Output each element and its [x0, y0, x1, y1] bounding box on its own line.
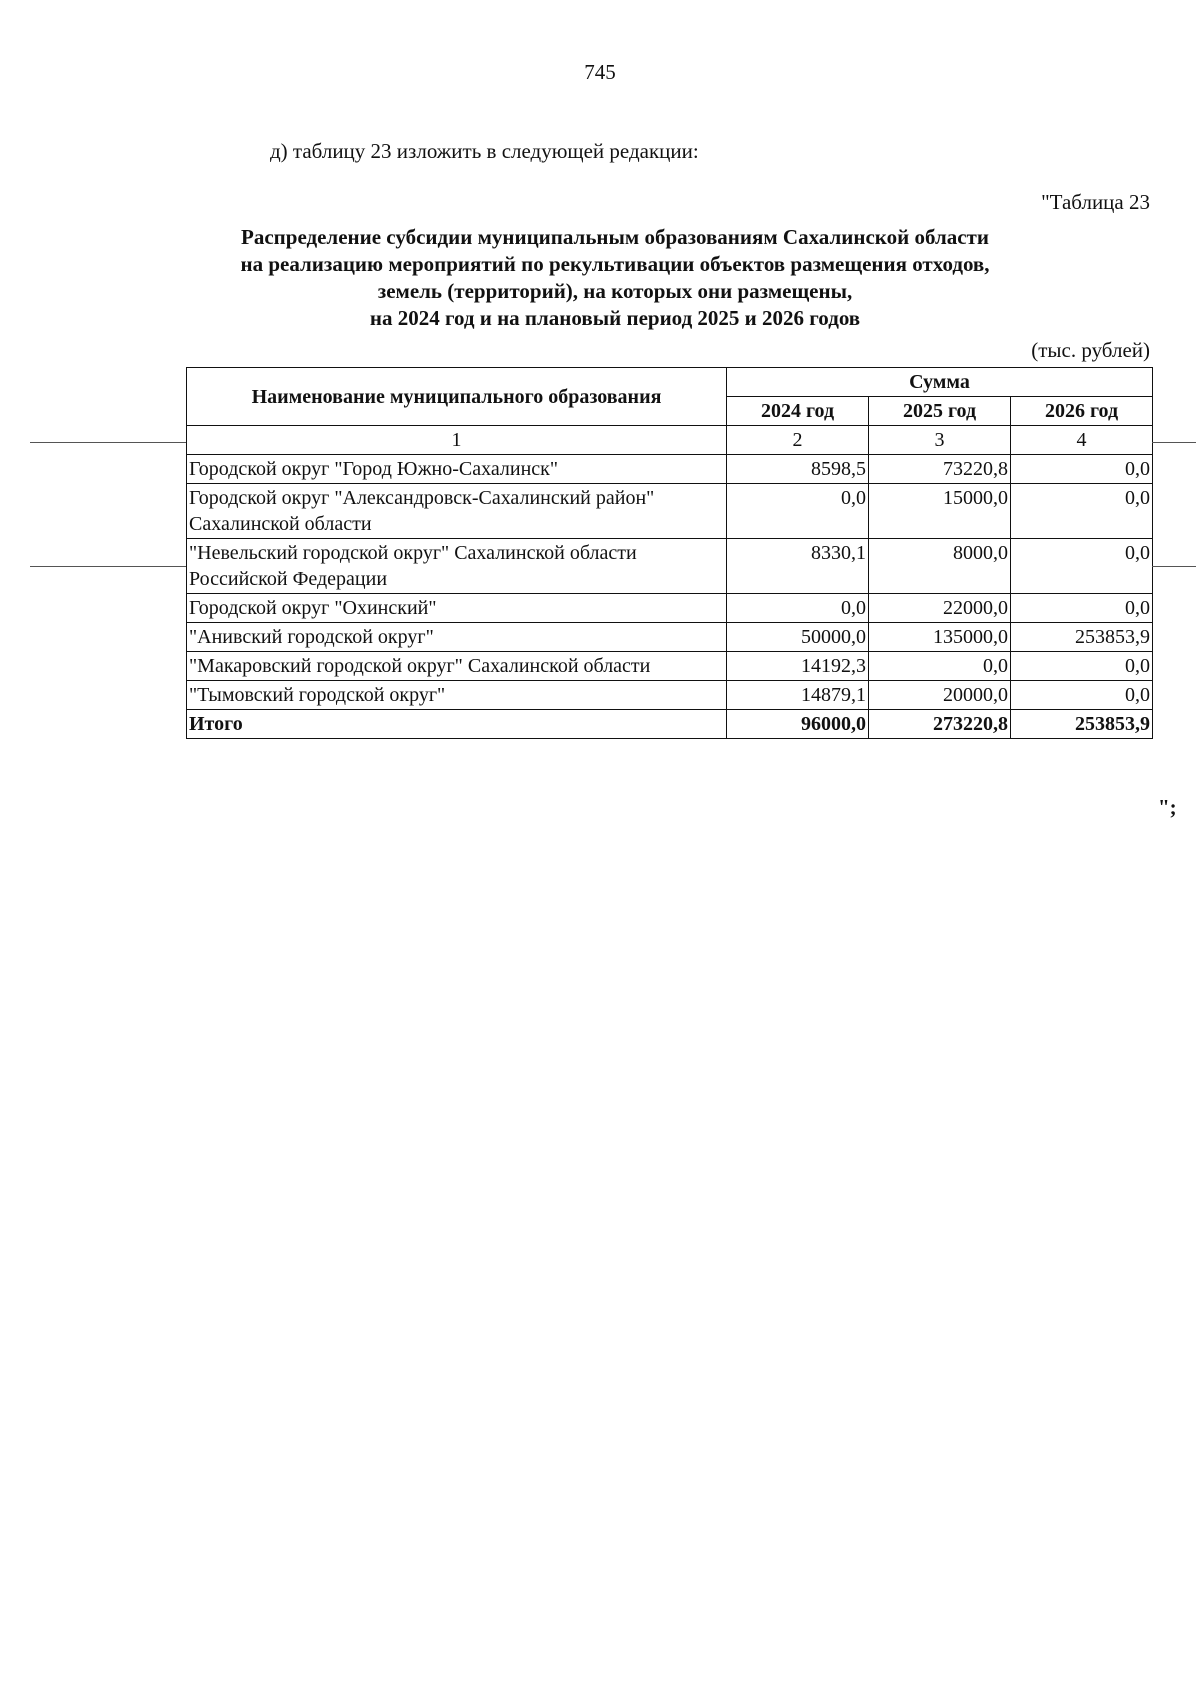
column-number-4: 4	[1011, 426, 1153, 455]
row-value-2024: 50000,0	[727, 623, 869, 652]
total-2024: 96000,0	[727, 710, 869, 739]
header-name: Наименование муниципального образования	[187, 368, 727, 426]
row-value-2026: 253853,9	[1011, 623, 1153, 652]
row-name: Городской округ "Александровск-Сахалинский район" Сахалинской области	[187, 484, 727, 539]
table-reference: "Таблица 23	[1041, 190, 1150, 214]
unit-note: (тыс. рублей)	[1031, 338, 1150, 362]
scan-artifact-line	[30, 442, 186, 443]
row-value-2024: 14879,1	[727, 681, 869, 710]
intro-text: д) таблицу 23 изложить в следующей редакции:	[270, 139, 699, 163]
table-title	[150, 224, 1080, 332]
row-name: Городской округ "Город Южно-Сахалинск"	[187, 455, 727, 484]
scan-artifact-line	[1152, 566, 1196, 567]
column-number-2: 2	[727, 426, 869, 455]
total-label: Итого	[187, 710, 727, 739]
row-value-2026: 0,0	[1011, 681, 1153, 710]
table-row	[187, 455, 1153, 484]
table-row	[187, 594, 1153, 623]
table-row	[187, 623, 1153, 652]
row-value-2026: 0,0	[1011, 652, 1153, 681]
row-name: Городской округ "Охинский"	[187, 594, 727, 623]
header-year-2026: 2026 год	[1011, 397, 1153, 426]
page-number: 745	[584, 60, 616, 84]
table-row	[187, 539, 1153, 594]
header-row-1	[187, 368, 1153, 397]
row-value-2024: 0,0	[727, 594, 869, 623]
row-value-2024: 0,0	[727, 484, 869, 539]
table-row	[187, 652, 1153, 681]
row-value-2026: 0,0	[1011, 539, 1153, 594]
total-2025: 273220,8	[869, 710, 1011, 739]
header-year-2025: 2025 год	[869, 397, 1011, 426]
row-value-2024: 8330,1	[727, 539, 869, 594]
row-name: "Невельский городской округ" Сахалинской области Российской Федерации	[187, 539, 727, 594]
total-2026: 253853,9	[1011, 710, 1153, 739]
title-line-4: на 2024 год и на плановый период 2025 и 2026 годов	[369, 306, 861, 330]
title-line-1: Распределение субсидии муниципальным образованиям Сахалинской области	[241, 225, 989, 249]
row-value-2026: 0,0	[1011, 455, 1153, 484]
scan-artifact-line	[1152, 442, 1196, 443]
row-value-2025: 135000,0	[869, 623, 1011, 652]
row-value-2026: 0,0	[1011, 594, 1153, 623]
row-value-2025: 73220,8	[869, 455, 1011, 484]
row-value-2025: 20000,0	[869, 681, 1011, 710]
subsidy-table	[186, 367, 1153, 739]
row-name: "Тымовский городской округ"	[187, 681, 727, 710]
header-sum: Сумма	[727, 368, 1153, 397]
scan-artifact-line	[30, 566, 186, 567]
closing-mark: ";	[1158, 795, 1177, 819]
table-row	[187, 681, 1153, 710]
title-line-2: на реализацию мероприятий по рекультивации объектов размещения отходов,	[240, 252, 990, 276]
title-line-3: земель (территорий), на которых они размещены,	[377, 279, 853, 303]
row-value-2025: 8000,0	[869, 539, 1011, 594]
row-value-2025: 15000,0	[869, 484, 1011, 539]
total-row	[187, 710, 1153, 739]
column-number-1: 1	[187, 426, 727, 455]
header-year-2024: 2024 год	[727, 397, 869, 426]
row-value-2026: 0,0	[1011, 484, 1153, 539]
row-value-2024: 8598,5	[727, 455, 869, 484]
row-value-2025: 0,0	[869, 652, 1011, 681]
table-row	[187, 484, 1153, 539]
column-number-row	[187, 426, 1153, 455]
row-name: "Анивский городской округ"	[187, 623, 727, 652]
row-value-2025: 22000,0	[869, 594, 1011, 623]
row-value-2024: 14192,3	[727, 652, 869, 681]
row-name: "Макаровский городской округ" Сахалинской области	[187, 652, 727, 681]
column-number-3: 3	[869, 426, 1011, 455]
